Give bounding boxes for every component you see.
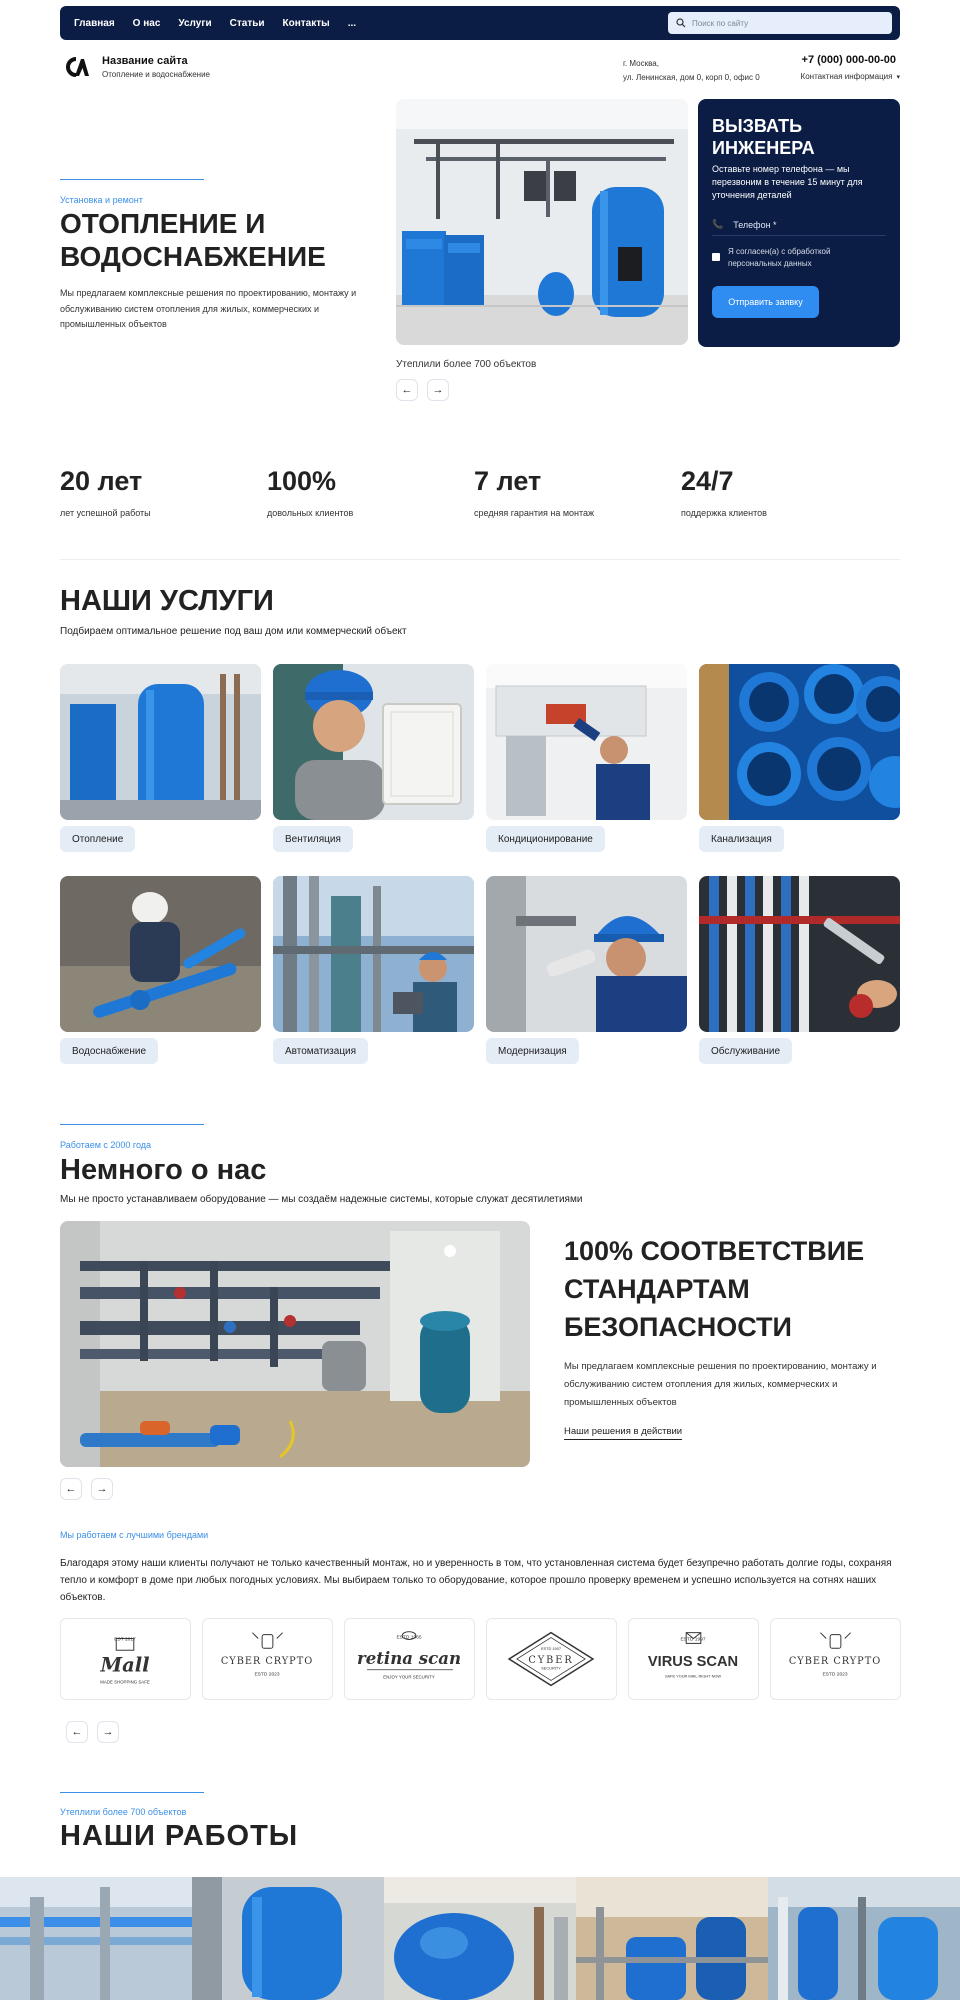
contact-info-dropdown[interactable] (801, 72, 900, 81)
about-tag: Работаем с 2000 года (60, 1140, 152, 1150)
nav-item-services[interactable]: Услуги (178, 17, 212, 29)
about-next-button[interactable] (91, 1478, 113, 1500)
about-prev-button[interactable] (60, 1478, 82, 1500)
about-subtitle: Мы не просто устанавливаем оборудование — мы создаём надежные системы, которые служат десятилетиями (60, 1194, 583, 1205)
search-box (668, 12, 892, 34)
nav-item-home[interactable]: Главная (74, 17, 115, 29)
stat-label: поддержка клиентов (681, 508, 767, 518)
arrow-right-icon: → (96, 1483, 108, 1495)
search-input[interactable] (692, 19, 884, 28)
work-photo-1[interactable] (0, 1877, 192, 2000)
brand-logo-name: Mall (100, 1653, 150, 1677)
service-tag-ventilation[interactable]: Вентиляция (273, 826, 353, 852)
hero-prev-button[interactable] (396, 379, 418, 401)
brand-logo-cyber-security[interactable] (486, 1618, 617, 1700)
nav-item-articles[interactable]: Статьи (229, 17, 265, 29)
works-title: НАШИ РАБОТЫ (60, 1820, 299, 1852)
works-tag: Утеплили более 700 объектов (60, 1807, 187, 1817)
service-tag-sewerage[interactable]: Канализация (699, 826, 784, 852)
service-image-automation[interactable] (273, 876, 474, 1032)
service-tag-maintenance[interactable]: Обслуживание (699, 1038, 792, 1064)
nav-item-about[interactable]: О нас (132, 17, 161, 29)
brand-logo-top: ESTD 1907 (540, 1646, 562, 1652)
brand-logo-retina-scan[interactable] (344, 1618, 475, 1700)
brand-logo-bottom: MADE SHOPPING SAFE (100, 1679, 150, 1685)
phone-icon: 📞 (712, 219, 724, 229)
hero-title: ОТОПЛЕНИЕ И ВОДОСНАБЖЕНИЕ (60, 208, 326, 272)
consent-label: Я согласен(а) с обработкой персональных данных (728, 247, 831, 268)
contact-info-label: Контактная информация (800, 72, 893, 81)
service-tag-automation[interactable]: Автоматизация (273, 1038, 368, 1064)
form-subtitle: Оставьте номер телефона — мы перезвоним в течение 15 минут для уточнения деталей (712, 164, 863, 200)
brand-logo-bottom: SECURITY (541, 1665, 561, 1671)
safety-title: 100% СООТВЕТСТВИЕ СТАНДАРТАМ БЕЗОПАСНОСТИ (564, 1236, 865, 1342)
brand-logo-cyber-crypto-2[interactable] (770, 1618, 901, 1700)
safety-description: Мы предлагаем комплексные решения по проектированию, монтажу и обслуживанию систем отопления для жилых, коммерческих и промышленных объектов (564, 1361, 877, 1408)
service-image-water-supply[interactable] (60, 876, 261, 1032)
consent-checkbox[interactable] (712, 253, 720, 261)
brands-description: Благодаря этому наши клиенты получают не только качественный монтаж, но и уверенность в том, что установленная система будет безупречно работать долгие годы, сохраняя тепло и комфорт в доме при любых погодных условиях. Мы выбираем только то оборудование, которое прошло проверку временем и успешно используется на сотнях наших объектов. (60, 1558, 892, 1603)
service-image-modernization[interactable] (486, 876, 687, 1032)
hero-tag: Установка и ремонт (60, 195, 143, 205)
service-image-maintenance[interactable] (699, 876, 900, 1032)
brands-prev-button[interactable] (66, 1721, 88, 1743)
about-accent-line (60, 1124, 204, 1125)
nav-item-contacts[interactable]: Контакты (282, 17, 330, 29)
brand-logo-top: ESTD 1965 (396, 1635, 422, 1641)
brand-logo-name: VIRUS SCAN (647, 1653, 739, 1670)
work-photo-3[interactable] (384, 1877, 576, 2000)
address-line-2: ул. Ленинская, дом 0, корп 0, офис 0 (623, 73, 760, 82)
nav-item-more[interactable]: ... (347, 17, 357, 29)
brands-tag: Мы работаем с лучшими брендами (60, 1530, 209, 1540)
arrow-left-icon: ← (401, 384, 413, 396)
work-photo-2[interactable] (192, 1877, 384, 2000)
service-image-heating[interactable] (60, 664, 261, 820)
service-tag-water-supply[interactable]: Водоснабжение (60, 1038, 158, 1064)
services-title: НАШИ УСЛУГИ (60, 585, 274, 617)
stat-value: 20 лет (60, 466, 143, 496)
stat-warranty (474, 466, 594, 518)
stat-years (60, 466, 151, 518)
site-tagline: Отопление и водоснабжение (102, 70, 210, 79)
hero-image-boiler-room (396, 99, 688, 345)
phone-field (712, 214, 886, 236)
address-line-1: г. Москва, (623, 59, 659, 68)
section-divider (60, 559, 900, 560)
work-photo-5[interactable] (768, 1877, 960, 2000)
works-accent-line (60, 1792, 204, 1793)
brand-logo-name: CYBER CRYPTO (788, 1655, 882, 1667)
stat-label: средняя гарантия на монтаж (474, 508, 595, 518)
about-image-pump-room (60, 1221, 530, 1467)
phone-number[interactable]: +7 (000) 000-00-00 (801, 54, 896, 66)
brand-logo-bottom: ENJOY YOUR SECURITY (383, 1674, 435, 1680)
stat-clients (267, 466, 353, 518)
work-photo-4[interactable] (576, 1877, 768, 2000)
brand-logo-cyber-crypto-1[interactable] (202, 1618, 333, 1700)
brand-logo-virus-scan[interactable] (628, 1618, 759, 1700)
works-gallery (0, 1877, 960, 2000)
hero-next-button[interactable] (427, 379, 449, 401)
arrow-left-icon: ← (65, 1483, 77, 1495)
brand-logo-top: ESTD 1997 (680, 1637, 706, 1643)
stat-value: 24/7 (681, 466, 734, 496)
brand-logo-bottom: ESTD 2023 (254, 1672, 280, 1678)
stat-label: довольных клиентов (267, 508, 354, 518)
top-navigation (60, 6, 900, 40)
site-header (60, 52, 900, 86)
service-image-ventilation[interactable] (273, 664, 474, 820)
about-title: Немного о нас (60, 1154, 267, 1186)
arrow-right-icon: → (432, 384, 444, 396)
search-icon (676, 18, 686, 28)
service-tag-modernization[interactable]: Модернизация (486, 1038, 579, 1064)
address (623, 57, 760, 85)
service-image-air-conditioning[interactable] (486, 664, 687, 820)
arrow-right-icon: → (102, 1726, 114, 1738)
brand-logo-name: CYBER (528, 1654, 574, 1666)
brand-logo-bottom: ESTD 2023 (822, 1672, 848, 1678)
hero-caption: Утеплили более 700 объектов (396, 359, 537, 370)
hero-accent-line (60, 179, 204, 180)
brand-logo-name: retina scan (356, 1647, 462, 1668)
stat-value: 100% (267, 466, 337, 496)
submit-button[interactable]: Отправить заявку (712, 286, 819, 318)
consent-row (712, 246, 886, 270)
solutions-link[interactable]: Наши решения в действии (564, 1426, 682, 1440)
stat-support (681, 466, 767, 518)
stat-value: 7 лет (474, 466, 542, 496)
brand-logo-top: EST 2017 (114, 1637, 136, 1643)
service-tag-heating[interactable]: Отопление (60, 826, 135, 852)
phone-input[interactable] (733, 220, 886, 230)
logo-icon[interactable] (64, 56, 90, 78)
brands-next-button[interactable] (97, 1721, 119, 1743)
stat-label: лет успешной работы (60, 508, 151, 518)
services-subtitle: Подбираем оптимальное решение под ваш дом или коммерческий объект (60, 626, 407, 637)
form-title: ВЫЗВАТЬ ИНЖЕНЕРА (712, 116, 815, 158)
brand-logo-name: CYBER CRYPTO (220, 1655, 314, 1667)
service-tag-air-conditioning[interactable]: Кондиционирование (486, 826, 605, 852)
service-image-sewerage[interactable] (699, 664, 900, 820)
chevron-down-icon: ▾ (896, 74, 900, 81)
arrow-left-icon: ← (71, 1726, 83, 1738)
site-name[interactable]: Название сайта (102, 55, 188, 67)
hero-description: Мы предлагаем комплексные решения по проектированию, монтажу и обслуживанию систем отопления для жилых, коммерческих и промышленных объектов (60, 288, 357, 329)
call-engineer-form (698, 99, 900, 347)
brand-logo-mall[interactable] (60, 1618, 191, 1700)
brand-logo-bottom: SAFE YOUR MAIL RIGHT NOW (664, 1673, 722, 1679)
